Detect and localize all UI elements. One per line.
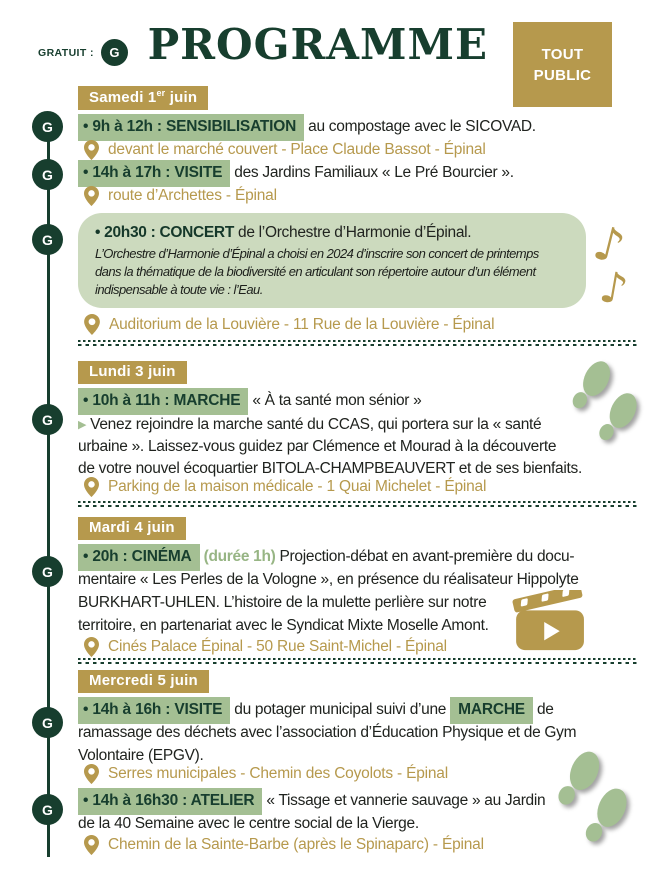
event-line <box>78 544 640 571</box>
event-text: au compostage avec le SICOVAD. <box>304 118 536 135</box>
timeline-g-icon: G <box>32 794 63 825</box>
location-row <box>84 477 486 497</box>
event-time-badge: • 20h : CINÉMA <box>78 544 200 571</box>
event-text: de l’Orchestre d’Harmonie d’Épinal. <box>234 224 472 241</box>
date-superscript: er <box>156 88 166 98</box>
location-text: Serres municipales - Chemin des Coyolots - Épinal <box>108 765 448 782</box>
location-row <box>84 764 448 784</box>
event-line <box>95 224 570 242</box>
location-row <box>84 186 277 206</box>
event-time-badge: • 9h à 12h : SENSIBILISATION <box>78 114 304 141</box>
event-text: du potager municipal suivi d’une <box>230 701 451 718</box>
date-text: juin <box>165 89 198 106</box>
event-text: des Jardins Familiaux « Le Pré Bourcier ». <box>230 164 514 181</box>
timeline-g-icon: G <box>32 159 63 190</box>
event-description-line: de votre nouvel écoquartier BITOLA-CHAMPBEAUVERT et de ses bienfaits. <box>78 460 582 477</box>
event-description-line <box>78 413 640 437</box>
audience-badge <box>513 22 612 107</box>
event-description-line: indispensable à toute vie : l’Eau. <box>95 282 263 297</box>
g-logo-icon: G <box>101 39 128 66</box>
event-time-badge: • 14h à 16h : VISITE <box>78 697 230 724</box>
location-text: Chemin de la Sainte-Barbe (après le Spinaparc) - Épinal <box>108 836 484 853</box>
event-description-line: L’Orchestre d’Harmonie d’Épinal a choisi en 2024 d’inscrire son concert de printemps <box>95 246 539 261</box>
event-text: « À ta santé mon sénior » <box>248 392 422 409</box>
date-header-lundi <box>78 361 187 384</box>
timeline-g-icon: G <box>32 404 63 435</box>
map-pin-icon <box>84 477 99 497</box>
event-text: Projection-débat en avant-première du docu- <box>275 548 575 565</box>
dashed-divider <box>78 501 638 508</box>
event-description-line: BURKHART-UHLEN. L’histoire de la mulette perlière sur notre <box>78 594 487 611</box>
event-description-line: mentaire « Les Perles de la Vologne », en présence du réalisateur Hippolyte <box>78 571 579 588</box>
event-line <box>78 388 640 415</box>
timeline-g-icon: G <box>32 556 63 587</box>
arrow-bullet-icon: ▶ <box>78 419 87 431</box>
event-time-label: • 20h30 : CONCERT <box>95 224 234 241</box>
location-text: route d’Archettes - Épinal <box>108 187 277 204</box>
event-type-badge: MARCHE <box>450 697 533 724</box>
timeline-g-icon: G <box>32 111 63 142</box>
map-pin-icon <box>84 764 99 784</box>
date-text: Mercredi 5 juin <box>89 672 198 689</box>
event-time-badge: • 14h à 16h30 : ATELIER <box>78 788 262 815</box>
event-time-badge: • 10h à 11h : MARCHE <box>78 388 248 415</box>
date-text: Mardi 4 juin <box>89 519 175 536</box>
concert-highlight-box <box>78 213 586 308</box>
date-header-mardi <box>78 517 186 540</box>
event-text: « Tissage et vannerie sauvage » au Jardin <box>262 792 546 809</box>
location-text: Auditorium de la Louvière - 11 Rue de la Louvière - Épinal <box>109 315 495 333</box>
audience-line1: TOUT <box>541 45 584 63</box>
music-note-icon: ♪ <box>595 261 632 317</box>
timeline-g-icon: G <box>32 707 63 738</box>
map-pin-icon <box>84 314 100 335</box>
date-header-mercredi <box>78 670 209 693</box>
location-text: Parking de la maison médicale - 1 Quai Michelet - Épinal <box>108 478 487 495</box>
event-line <box>78 788 640 815</box>
location-text: devant le marché couvert - Place Claude Bassot - Épinal <box>108 141 486 158</box>
music-note-icon: ♪ <box>587 215 631 276</box>
date-text: Lundi 3 juin <box>89 363 176 380</box>
event-time-badge: • 14h à 17h : VISITE <box>78 160 230 187</box>
page-title: PROGRAMME <box>147 20 489 69</box>
clapperboard-icon <box>512 590 590 652</box>
event-line <box>78 697 640 724</box>
event-description-line: urbaine ». Laissez-vous guidez par Clémence et Mourad à la découverte <box>78 438 557 455</box>
event-text: Venez rejoindre la marche santé du CCAS, qui portera sur la « santé <box>86 416 542 433</box>
location-row <box>84 140 486 160</box>
map-pin-icon <box>84 186 99 206</box>
location-row <box>84 835 484 855</box>
dashed-divider <box>78 340 638 347</box>
date-text: Samedi 1 <box>89 89 157 106</box>
location-row <box>84 314 494 335</box>
event-line <box>78 114 640 141</box>
date-header-samedi <box>78 86 208 110</box>
event-description-line: Volontaire (EPGV). <box>78 747 204 764</box>
map-pin-icon <box>84 835 99 855</box>
gratuit-badge <box>38 39 128 66</box>
event-description-line: dans la thématique de la biodiversité en articulant son répertoire autour d’un élément <box>95 264 536 279</box>
timeline-g-icon: G <box>32 224 63 255</box>
event-description-line: de la 40 Semaine avec le centre social de la Vierge. <box>78 815 419 832</box>
map-pin-icon <box>84 637 99 657</box>
event-line <box>78 160 640 187</box>
event-description-line: ramassage des déchets avec l’association d’Éducation Physique et de Gym <box>78 724 577 741</box>
gratuit-label: GRATUIT : <box>38 46 94 59</box>
location-row <box>84 637 447 657</box>
event-description-line: territoire, en partenariat avec le Syndicat Mixte Moselle Amont. <box>78 617 489 634</box>
event-duration: (durée 1h) <box>203 548 276 565</box>
map-pin-icon <box>84 140 99 160</box>
audience-line2: PUBLIC <box>533 66 592 84</box>
dashed-divider <box>78 658 638 665</box>
event-text: de <box>532 701 554 718</box>
location-text: Cinés Palace Épinal - 50 Rue Saint-Michel - Épinal <box>108 638 447 655</box>
